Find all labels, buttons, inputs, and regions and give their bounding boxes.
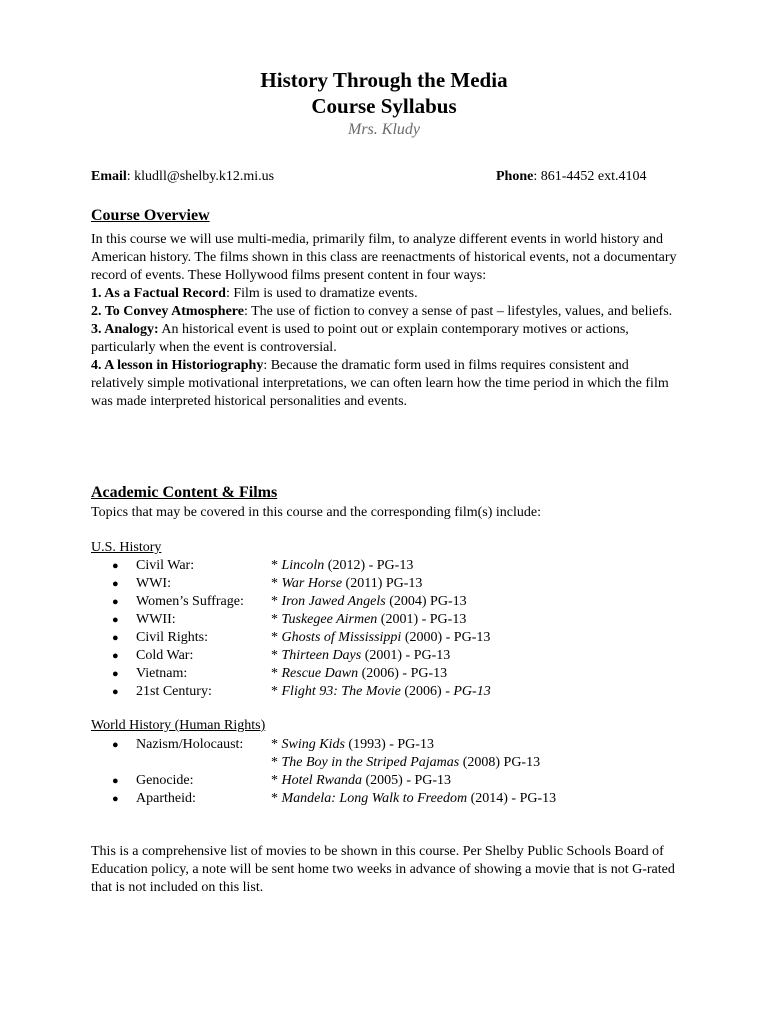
- bullet-icon: ●: [112, 650, 119, 662]
- overview-point: 4. A lesson in Historiography: Because the dramatic form used in films requires consistent and relatively simple motivational interpretations, we can often learn how the time period in which the film was made interpreted historical personalities and events.: [91, 358, 669, 409]
- phone-number: 861-4452 ext.4104: [540, 169, 647, 184]
- phone-label: Phone: [496, 169, 534, 184]
- world-history-heading: World History (Human Rights): [91, 718, 266, 733]
- course-overview-text: [91, 231, 681, 411]
- bullet-icon: ●: [112, 632, 119, 644]
- academic-content-heading: Academic Content & Films: [91, 484, 278, 501]
- overview-point: 3. Analogy: An historical event is used to point out or explain contemporary motives or actions, particularly when the event is controversial.: [91, 322, 629, 355]
- bullet-icon: ●: [112, 560, 119, 572]
- email-label: Email: [91, 169, 127, 184]
- academic-content-intro: Topics that may be covered in this course and the corresponding film(s) include:: [91, 505, 542, 520]
- bullet-icon: ●: [112, 596, 119, 608]
- teacher-name: Mrs. Kludy: [348, 121, 420, 138]
- closing-paragraph: This is a comprehensive list of movies to be shown in this course. Per Shelby Public Schools Board of Education policy, a note will be sent home two weeks in advance of showing a movie that is not G-rated that is not included on this list.: [91, 844, 675, 895]
- course-overview-heading: Course Overview: [91, 207, 210, 224]
- document-title: History Through the Media: [260, 68, 508, 92]
- us-history-heading: U.S. History: [91, 540, 162, 555]
- bullet-icon: ●: [112, 775, 119, 787]
- bullet-icon: ●: [112, 793, 119, 805]
- bullet-icon: ●: [112, 614, 119, 626]
- email-address: kludll@shelby.k12.mi.us: [134, 169, 275, 184]
- phone-line: Phone: 861-4452 ext.4104: [496, 169, 647, 184]
- overview-intro: In this course we will use multi-media, primarily film, to analyze different events in world history and American history. The films shown in this class are reenactments of historical events, not a documentary record of events. These Hollywood films present content in four ways:: [91, 232, 677, 283]
- bullet-icon: ●: [112, 578, 119, 590]
- bullet-icon: ●: [112, 686, 119, 698]
- email-line: Email: kludll@shelby.k12.mi.us: [91, 169, 275, 184]
- bullet-icon: ●: [112, 668, 119, 680]
- overview-point: 2. To Convey Atmosphere: The use of fiction to convey a sense of past – lifestyles, values, and beliefs.: [91, 304, 673, 319]
- syllabus-page: History Through the Media Course Syllabus Mrs. Kludy Email: kludll@shelby.k12.mi.us Phone: 861-4452 ext.4104 Course Overview In this course we will use multi-media, primarily film, to analyze different events in world history and American history. The films shown in this class are reenactments of historical events, not a documentary record of events. These Hollywood films present content in four ways: 1. As a Factual Record: Film is used to dramatize events. 2. To Convey Atmosphere: The use of fiction to convey a sense of past – lifestyles, values, and beliefs. 3. Analogy: An historical event is used to point out or explain contemporary motives or actions, particularly when the event is controversial. 4. A lesson in Historiography: Because the dramatic form used in films requires consistent and relatively simple motivational interpretations, we can often learn how the time period in which the film was made interpreted historical personalities and events. Academic Content & Films Topics that may be covered in this course and the corresponding film(s) include: U.S. History ● Civil War: * Lincoln (2012) - PG-13 ● WWI: * War Horse (2011) PG-13 ● Women’s Suffrage: * Iron Jawed Angels (2004) PG-13 ● WWII: * Tuskegee Airmen (2001) - PG-13 ● Civil Rights: * Ghosts of Mississippi (2000) - PG-13 ● Cold War: * Thirteen Days (2001) - PG-13 ● Vietnam: * Rescue Dawn (2006) - PG-13 ● 21st Century: * Flight 93: The Movie (2006) - PG-13 World History (Human Rights) ● Nazism/Holocaust: * Swing Kids (1993) - PG-13 * The Boy in the Striped Pajamas (2008) PG-13 ● Genocide: * Hotel Rwanda (2005) - PG-13 ● Apartheid: * Mandela: Long Walk to Freedom (2014) - PG-13 This is a comprehensive list of movies to be shown in this course. Per Shelby Public Schools Board of Education policy, a note will be sent home two weeks in advance of showing a movie that is not G-rated that is not included on this list.: [0, 0, 768, 1024]
- bullet-icon: ●: [112, 739, 119, 751]
- document-subtitle: Course Syllabus: [311, 94, 457, 118]
- overview-point: 1. As a Factual Record: Film is used to dramatize events.: [91, 286, 418, 301]
